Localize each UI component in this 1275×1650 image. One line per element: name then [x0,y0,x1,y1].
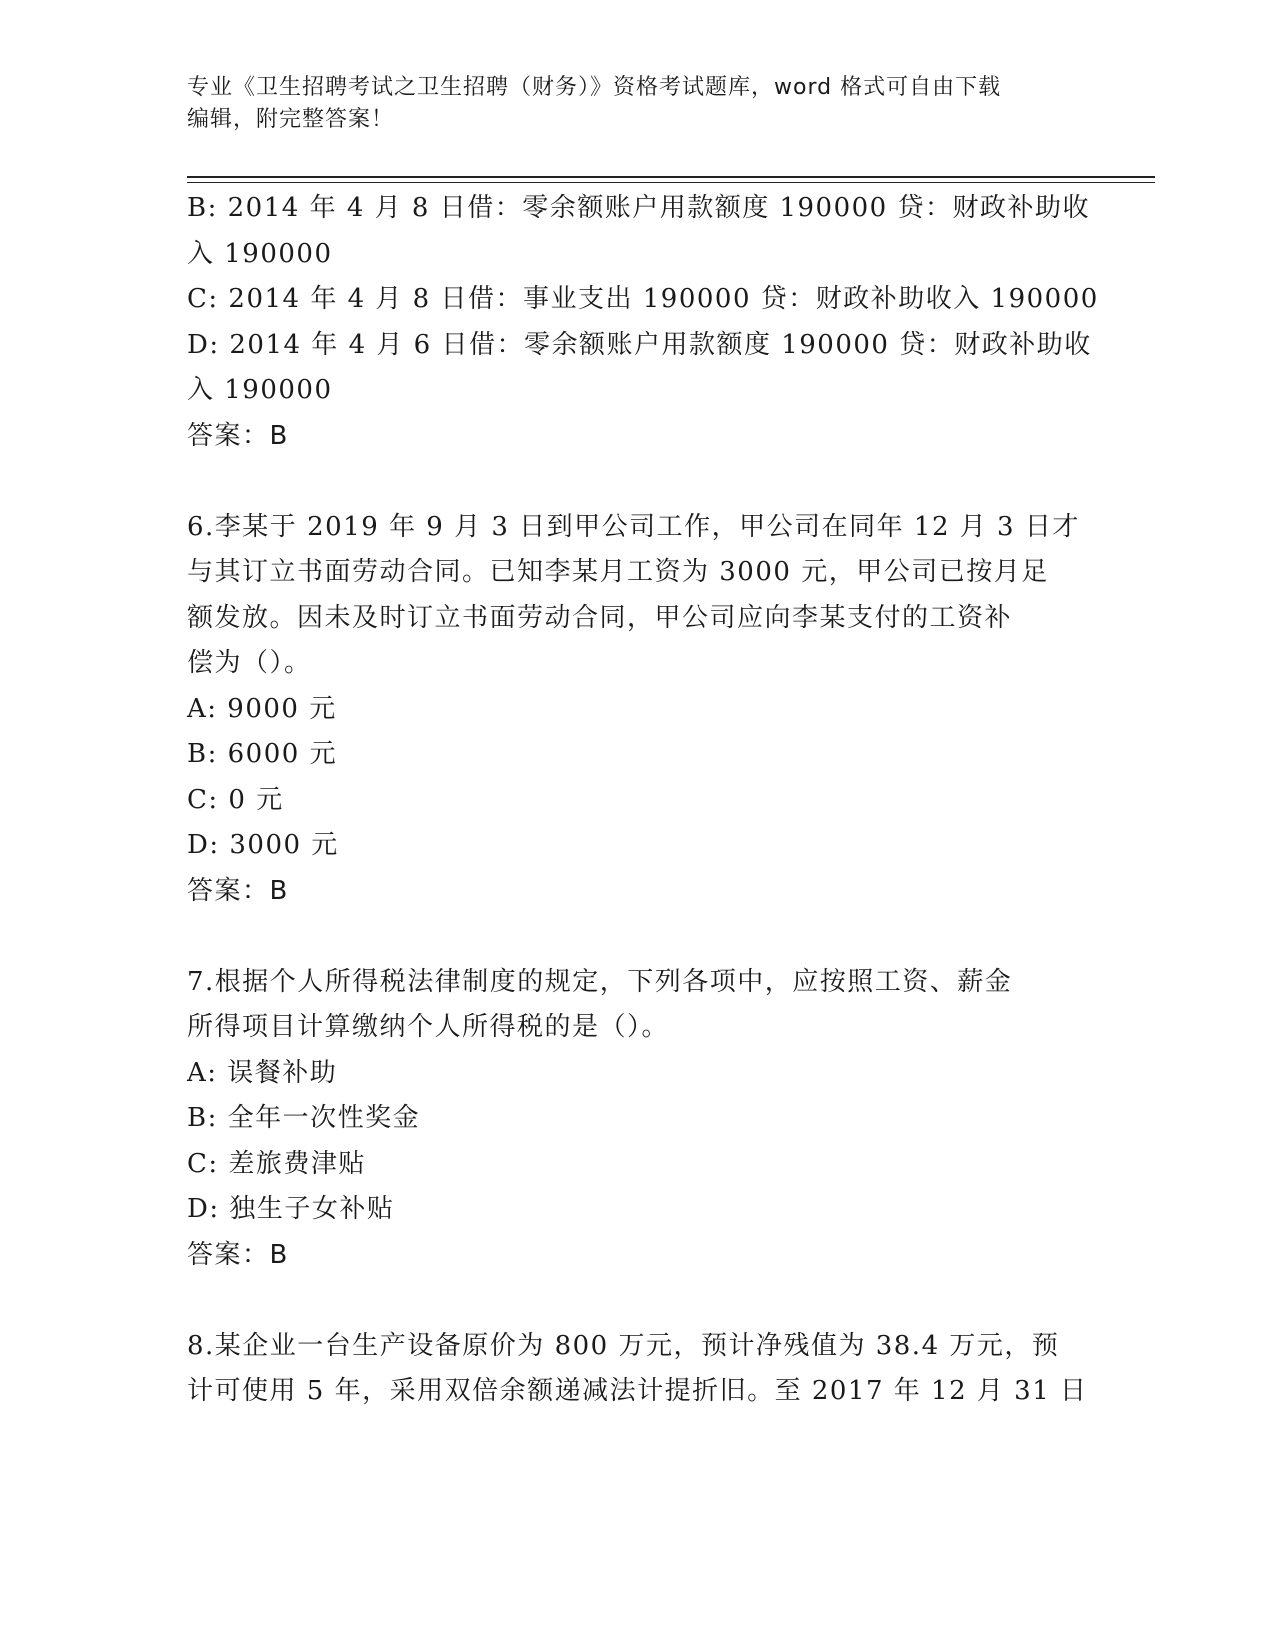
spacer [187,1278,1067,1324]
question-content [187,186,1099,1415]
q6-stem-line-4: 偿为（）。 [187,648,312,678]
q7-option-a: A: 误餐补助 [187,1057,338,1088]
header-line-2: 编辑，附完整答案！ [187,107,395,132]
question-6-block [187,505,1080,915]
header-divider-thick [187,176,1155,178]
q7-stem-line-1: 7.根据个人所得税法律制度的规定，下列各项中，应按照工资、薪金 [187,966,1013,997]
q7-option-d: D: 独生子女补贴 [187,1194,395,1224]
q7-option-b: B: 全年一次性奖金 [187,1103,421,1133]
q5-answer: 答案：B [187,420,289,451]
spacer [187,914,1067,960]
q7-option-c: C: 差旅费津贴 [187,1148,366,1179]
q6-stem-line-1: 6.李某于 2019 年 9 月 3 日到甲公司工作，甲公司在同年 12 月 3 日才 [187,511,1080,542]
q6-stem-line-3: 额发放。因未及时订立书面劳动合同，甲公司应向李某支付的工资补 [187,602,1013,633]
q5-option-d-line-1: D: 2014 年 4 月 6 日借：零余额账户用款额度 190000 贷：财政补助收 [187,329,1092,360]
q6-stem-line-2: 与其订立书面劳动合同。已知李某月工资为 3000 元，甲公司已按月足 [187,557,1049,587]
q7-stem-line-2: 所得项目计算缴纳个人所得税的是（）。 [187,1012,670,1042]
q5-option-d-line-2: 入 190000 [187,375,333,405]
spacer [187,459,1067,505]
q5-option-b-line-1: B: 2014 年 4 月 8 日借：零余额账户用款额度 190000 贷：财政补助收 [187,193,1090,223]
document-header [187,72,1087,136]
q6-option-c: C: 0 元 [187,784,284,815]
q6-answer: 答案：B [187,875,289,906]
q8-stem-line-1: 8.某企业一台生产设备原价为 800 万元，预计净残值为 38.4 万元，预 [187,1330,1060,1361]
q5-option-b-line-2: 入 190000 [187,238,333,269]
question-7-block [187,960,1067,1279]
question-5-block [187,186,1099,459]
q6-option-a: A: 9000 元 [187,693,337,724]
q6-option-b: B: 6000 元 [187,739,338,769]
header-line-1: 专业《卫生招聘考试之卫生招聘（财务）》资格考试题库，word 格式可自由下载 [187,75,1002,100]
question-8-block [187,1324,1088,1415]
header-divider-thin [187,182,1155,183]
q8-stem-line-2: 计可使用 5 年，采用双倍余额递减法计提折旧。至 2017 年 12 月 31 日 [187,1376,1088,1406]
q7-answer: 答案：B [187,1239,289,1270]
q5-option-c: C: 2014 年 4 月 8 日借：事业支出 190000 贷：财政补助收入 190000 [187,284,1099,314]
q6-option-d: D: 3000 元 [187,830,339,860]
